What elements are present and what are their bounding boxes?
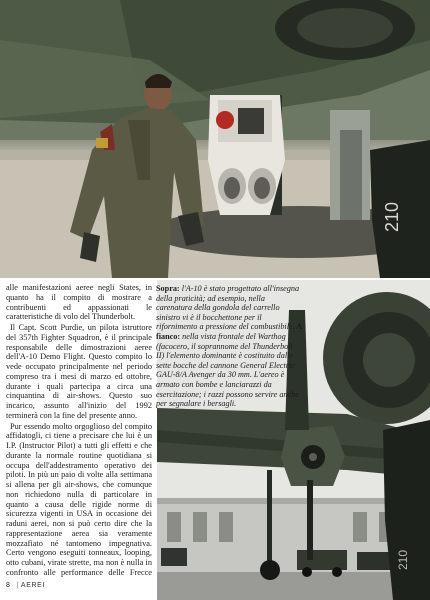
tail-number: 210 [382,201,402,232]
magazine-name: AEREI [20,582,45,589]
right-tail-number: 210 [396,549,410,570]
caption-text-above: l'A-10 è stato progettato all'insegna della praticità; ad esempio, nella carenatura della gondola del carrello sinistro vi è il bocchettone per il rifornimento a pressione del combustibile. [156,284,300,332]
article-paragraph: Il Capt. Scott Purdie, un pilota istruttore del 357th Fighter Squadron, è il principale responsabile delle dimostrazioni aeree dell'A-10 Demo Flight. Questo compito lo vede occupato principalmente nel periodo compreso tra i mesi di marzo ed ottobre, durante i quali partecipa a circa una cinquantina di air-shows. Questo suo incarico, assunto all'inizio del 1992 terminerà con la fine del presente anno. [6,323,152,420]
folio-separator: | [16,582,19,589]
page-folio [6,582,45,589]
article-paragraph: alle manifestazioni aeree negli States, in quanto ha il compito di mostrare a contribuenti ed appassionati le caratteristiche di volo del Thunderbolt. [6,283,152,322]
caption-text-side: nella vista frontale del Warthog (facocero, il soprannome del Thunderbolt II) l'elemento dominante è costituito dalle sette bocche del cannone General Electric GAU-8/A Avenger da 30 mm. L'aereo è armato con bombe e lanciarazzi da esercitazione; i razzi possono servire anche per segnalare i bersagli. [156,331,299,409]
pilot-and-a10-nose-photo-icon [0,0,430,278]
photo-caption [156,284,302,419]
caption-label-side: A fianco: [156,322,302,341]
article-paragraph: Pur essendo molto orgoglioso del compito affidatogli, ci tiene a precisare che lui è un I.P. (Instructor Pilot) a tutti gli effetti e che durante la normale routine quotidiana si occupa dell'addestramento operativo dei piloti. In più un paio di volte alla settimana si allena per gli air-shows, che comunque non richiedono nulla di particolare in quanto a causa delle rigide norme di sicurezza vigenti in USA in occasione dei raduni aerei, non si può certo dire che la rappresentazione aerea sia veramente mozzafiato né tantomeno impegnativa. Certo vengono eseguiti tonneaux, looping, otto cubani, virate strette, ma non è nulla in confronto alle performance delle Frecce [6,421,152,577]
caption-label-above: Sopra: [156,284,180,293]
top-photo [0,0,430,278]
article-column [6,283,152,578]
page-number: 8 [6,582,11,589]
